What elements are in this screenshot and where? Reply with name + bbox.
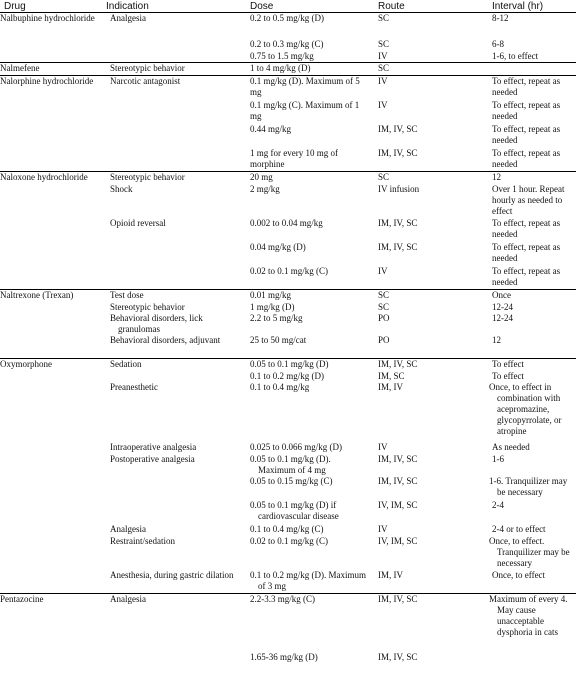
route-cell: IV bbox=[374, 76, 488, 100]
table-row bbox=[0, 570, 576, 594]
dose-cell: 0.75 to 1.5 mg/kg bbox=[250, 50, 314, 61]
table-row bbox=[0, 382, 576, 442]
indication-cell: Stereotypic behavior bbox=[110, 301, 185, 312]
table-row bbox=[0, 524, 576, 536]
indication-cell bbox=[102, 266, 246, 290]
drug-cell bbox=[0, 51, 102, 63]
dose-cell: 0.05 to 0.1 mg/kg (D) if cardiovascular disease bbox=[250, 499, 339, 521]
indication-cell: Preanesthetic bbox=[110, 381, 158, 392]
drug-cell bbox=[0, 524, 102, 536]
table-row bbox=[0, 13, 576, 39]
header-interval: Interval (hr) bbox=[488, 0, 576, 13]
table-row bbox=[0, 242, 576, 266]
drug-cell: Oxymorphone bbox=[0, 359, 102, 371]
table-row bbox=[0, 359, 576, 371]
interval-cell: 12 bbox=[488, 172, 576, 184]
dose-cell: 0.2 to 0.3 mg/kg (C) bbox=[250, 38, 324, 49]
dose-cell: 2 mg/kg bbox=[250, 183, 280, 194]
dose-cell: 0.1 to 0.4 mg/kg (C) bbox=[250, 523, 324, 534]
indication-cell: Behavioral disorders, adjuvant bbox=[110, 334, 221, 345]
indication-cell bbox=[102, 51, 246, 63]
interval-cell: To effect bbox=[488, 359, 576, 371]
interval-cell: Once, to effect in combination with acepromazine, glycopyrrolate, or atropine bbox=[489, 381, 562, 436]
indication-cell bbox=[102, 242, 246, 266]
route-cell: IV, IM, SC bbox=[378, 535, 418, 546]
drug-cell bbox=[0, 218, 102, 242]
dose-cell: 1 to 4 mg/kg (D) bbox=[246, 63, 374, 76]
header-route: Route bbox=[374, 0, 488, 13]
dose-cell: 0.1 to 0.2 mg/kg (D). Maximum of 3 mg bbox=[250, 569, 366, 591]
route-cell: PO bbox=[378, 334, 390, 345]
drug-cell bbox=[0, 442, 102, 454]
table-row bbox=[0, 184, 576, 218]
route-cell: SC bbox=[374, 13, 488, 39]
drug-cell bbox=[0, 39, 102, 51]
route-cell: SC bbox=[374, 172, 488, 184]
dose-cell: 0.1 to 0.2 mg/kg (D) bbox=[250, 370, 324, 381]
route-cell: IM, IV bbox=[378, 381, 403, 392]
interval-cell: To effect, repeat as needed bbox=[492, 99, 561, 121]
drug-cell: Nalbuphine hydrochloride bbox=[0, 13, 102, 39]
dose-cell: 0.02 to 0.1 mg/kg (C) bbox=[250, 535, 328, 546]
interval-cell bbox=[488, 652, 576, 664]
interval-cell: Maximum of every 4. May cause unacceptable dysphoria in cats bbox=[488, 594, 576, 652]
route-cell: IV infusion bbox=[378, 183, 420, 194]
route-cell: IM, IV, SC bbox=[378, 453, 418, 464]
table-row bbox=[0, 124, 576, 148]
drug-cell: Naltrexone (Trexan) bbox=[0, 290, 102, 302]
table-row bbox=[0, 371, 576, 382]
interval-cell: 2-4 bbox=[492, 499, 504, 510]
drug-cell bbox=[0, 302, 102, 313]
dose-cell: 0.1 mg/kg (D). Maximum of 5 mg bbox=[246, 76, 374, 100]
route-cell: IM, IV, SC bbox=[378, 147, 418, 158]
dose-cell: 0.025 to 0.066 mg/kg (D) bbox=[250, 441, 342, 452]
drug-cell bbox=[0, 335, 102, 359]
drug-cell bbox=[0, 124, 102, 148]
route-cell: IM, SC bbox=[378, 370, 405, 381]
route-cell: SC bbox=[378, 301, 390, 312]
drug-cell bbox=[0, 382, 102, 442]
route-cell: IM, IV, SC bbox=[378, 475, 418, 486]
dose-cell: 0.04 mg/kg (D) bbox=[250, 241, 306, 252]
header-drug: Drug bbox=[0, 0, 102, 13]
drug-cell bbox=[0, 570, 102, 594]
drug-cell bbox=[0, 454, 102, 476]
table-row bbox=[0, 302, 576, 313]
route-cell: IM, IV, SC bbox=[378, 651, 418, 662]
drug-cell bbox=[0, 100, 102, 124]
table-row bbox=[0, 100, 576, 124]
interval-cell: 2-4 or to effect bbox=[492, 523, 546, 534]
route-cell: SC bbox=[374, 63, 488, 76]
table-row bbox=[0, 454, 576, 476]
interval-cell: To effect, repeat as needed bbox=[492, 147, 561, 169]
route-cell: PO bbox=[378, 312, 390, 323]
interval-cell: To effect, repeat as needed bbox=[492, 241, 561, 263]
interval-cell: Once, to effect. Tranquilizer may be necessary bbox=[489, 535, 570, 568]
indication-cell bbox=[102, 124, 246, 148]
table-row bbox=[0, 536, 576, 570]
dose-cell: 0.05 to 0.15 mg/kg (C) bbox=[250, 475, 333, 486]
interval-cell: To effect, repeat as needed bbox=[492, 123, 561, 145]
indication-cell: Analgesia bbox=[102, 13, 246, 39]
route-cell: IM, IV, SC bbox=[378, 123, 418, 134]
table-row bbox=[0, 594, 576, 652]
dose-cell: 0.002 to 0.04 mg/kg bbox=[250, 217, 323, 228]
indication-cell: Restraint/sedation bbox=[110, 535, 175, 546]
drug-cell bbox=[0, 184, 102, 218]
drug-cell bbox=[0, 266, 102, 290]
indication-cell: Postoperative analgesia bbox=[110, 453, 195, 464]
indication-cell bbox=[102, 148, 246, 172]
drug-cell bbox=[0, 476, 102, 500]
drug-cell: Nalmefene bbox=[0, 63, 102, 76]
drug-cell bbox=[0, 371, 102, 382]
dose-cell: 0.01 mg/kg bbox=[246, 290, 374, 302]
header-dose: Dose bbox=[246, 0, 374, 13]
route-cell: IV bbox=[378, 441, 388, 452]
drug-cell bbox=[0, 242, 102, 266]
indication-cell: Intraoperative analgesia bbox=[110, 441, 197, 452]
indication-cell bbox=[102, 100, 246, 124]
dose-cell: 25 to 50 mg/cat bbox=[250, 334, 307, 345]
dose-cell: 0.44 mg/kg bbox=[250, 123, 292, 134]
route-cell: IM, IV bbox=[378, 569, 403, 580]
route-cell: IV bbox=[378, 99, 388, 110]
interval-cell: 1-6, to effect bbox=[492, 50, 539, 61]
dose-cell: 0.1 mg/kg (C). Maximum of 1 mg bbox=[250, 99, 360, 121]
table-row bbox=[0, 442, 576, 454]
drug-cell: Nalorphine hydrochloride bbox=[0, 76, 102, 100]
dose-cell: 2.2-3.3 mg/kg (C) bbox=[246, 594, 374, 652]
table-row bbox=[0, 652, 576, 664]
table-row bbox=[0, 63, 576, 76]
indication-cell: Stereotypic behavior bbox=[102, 172, 246, 184]
indication-cell: Analgesia bbox=[110, 523, 146, 534]
interval-cell: 6-8 bbox=[492, 38, 504, 49]
interval-cell bbox=[488, 63, 576, 76]
route-cell: IM, IV, SC bbox=[374, 359, 488, 371]
drug-cell: Naloxone hydrochloride bbox=[0, 172, 102, 184]
table-row bbox=[0, 172, 576, 184]
table-row bbox=[0, 39, 576, 51]
indication-cell bbox=[102, 500, 246, 524]
table-row bbox=[0, 476, 576, 500]
indication-cell: Sedation bbox=[102, 359, 246, 371]
interval-cell: Over 1 hour. Repeat hourly as needed to effect bbox=[492, 183, 565, 216]
interval-cell: 8-12 bbox=[488, 13, 576, 39]
route-cell: IV bbox=[378, 523, 388, 534]
interval-cell: 12 bbox=[492, 334, 501, 345]
dose-cell: 0.05 to 0.1 mg/kg (D). Maximum of 4 mg bbox=[250, 453, 331, 475]
header-indication: Indication bbox=[102, 0, 246, 13]
header-row bbox=[0, 0, 576, 13]
dose-cell: 0.05 to 0.1 mg/kg (D) bbox=[246, 359, 374, 371]
indication-cell: Test dose bbox=[102, 290, 246, 302]
dose-cell: 0.02 to 0.1 mg/kg (C) bbox=[250, 265, 328, 276]
table-row bbox=[0, 218, 576, 242]
indication-cell: Analgesia bbox=[102, 594, 246, 652]
dose-cell: 0.1 to 0.4 mg/kg bbox=[250, 381, 310, 392]
indication-cell: Narcotic antagonist bbox=[102, 76, 246, 100]
drug-cell bbox=[0, 500, 102, 524]
route-cell: IV bbox=[378, 50, 388, 61]
route-cell: IM, IV, SC bbox=[374, 594, 488, 652]
table-row bbox=[0, 313, 576, 335]
drug-cell bbox=[0, 313, 102, 335]
route-cell: SC bbox=[374, 290, 488, 302]
indication-cell bbox=[102, 476, 246, 500]
indication-cell: Anesthesia, during gastric dilation bbox=[110, 569, 234, 580]
indication-cell: Shock bbox=[110, 183, 133, 194]
interval-cell: 1-6. Tranquilizer may be necessary bbox=[489, 475, 568, 497]
interval-cell: To effect, repeat as needed bbox=[492, 217, 561, 239]
route-cell: IM, IV, SC bbox=[378, 217, 418, 228]
indication-cell bbox=[102, 652, 246, 664]
interval-cell: 1-6 bbox=[492, 453, 504, 464]
drug-cell bbox=[0, 148, 102, 172]
interval-cell: To effect, repeat as needed bbox=[492, 265, 561, 287]
indication-cell bbox=[102, 371, 246, 382]
table-row bbox=[0, 500, 576, 524]
table-row bbox=[0, 266, 576, 290]
drug-cell bbox=[0, 536, 102, 570]
indication-cell: Stereotypic behavior bbox=[102, 63, 246, 76]
table-row bbox=[0, 76, 576, 100]
route-cell: IV, IM, SC bbox=[378, 499, 418, 510]
interval-cell: To effect bbox=[492, 370, 524, 381]
route-cell: IV bbox=[378, 265, 388, 276]
table-row bbox=[0, 148, 576, 172]
drug-cell: Pentazocine bbox=[0, 594, 102, 652]
table-row bbox=[0, 290, 576, 302]
route-cell: IM, IV, SC bbox=[378, 241, 418, 252]
indication-cell: Behavioral disorders, lick granulomas bbox=[110, 312, 203, 334]
dose-cell: 1 mg for every 10 mg of morphine bbox=[250, 147, 338, 169]
table-row bbox=[0, 335, 576, 359]
interval-cell: Once, to effect bbox=[492, 569, 546, 580]
interval-cell: 12-24 bbox=[492, 312, 513, 323]
dose-cell: 2.2 to 5 mg/kg bbox=[250, 312, 303, 323]
interval-cell: Once bbox=[488, 290, 576, 302]
interval-cell: To effect, repeat as needed bbox=[488, 76, 576, 100]
interval-cell: 12-24 bbox=[492, 301, 513, 312]
drug-cell bbox=[0, 652, 102, 664]
table-row bbox=[0, 51, 576, 63]
dose-cell: 20 mg bbox=[246, 172, 374, 184]
dose-cell: 0.2 to 0.5 mg/kg (D) bbox=[246, 13, 374, 39]
route-cell: SC bbox=[378, 38, 390, 49]
dose-cell: 1 mg/kg (D) bbox=[250, 301, 295, 312]
interval-cell: As needed bbox=[492, 441, 530, 452]
dose-cell: 1.65-36 mg/kg (D) bbox=[250, 651, 318, 662]
indication-cell bbox=[102, 39, 246, 51]
indication-cell: Opioid reversal bbox=[110, 217, 166, 228]
